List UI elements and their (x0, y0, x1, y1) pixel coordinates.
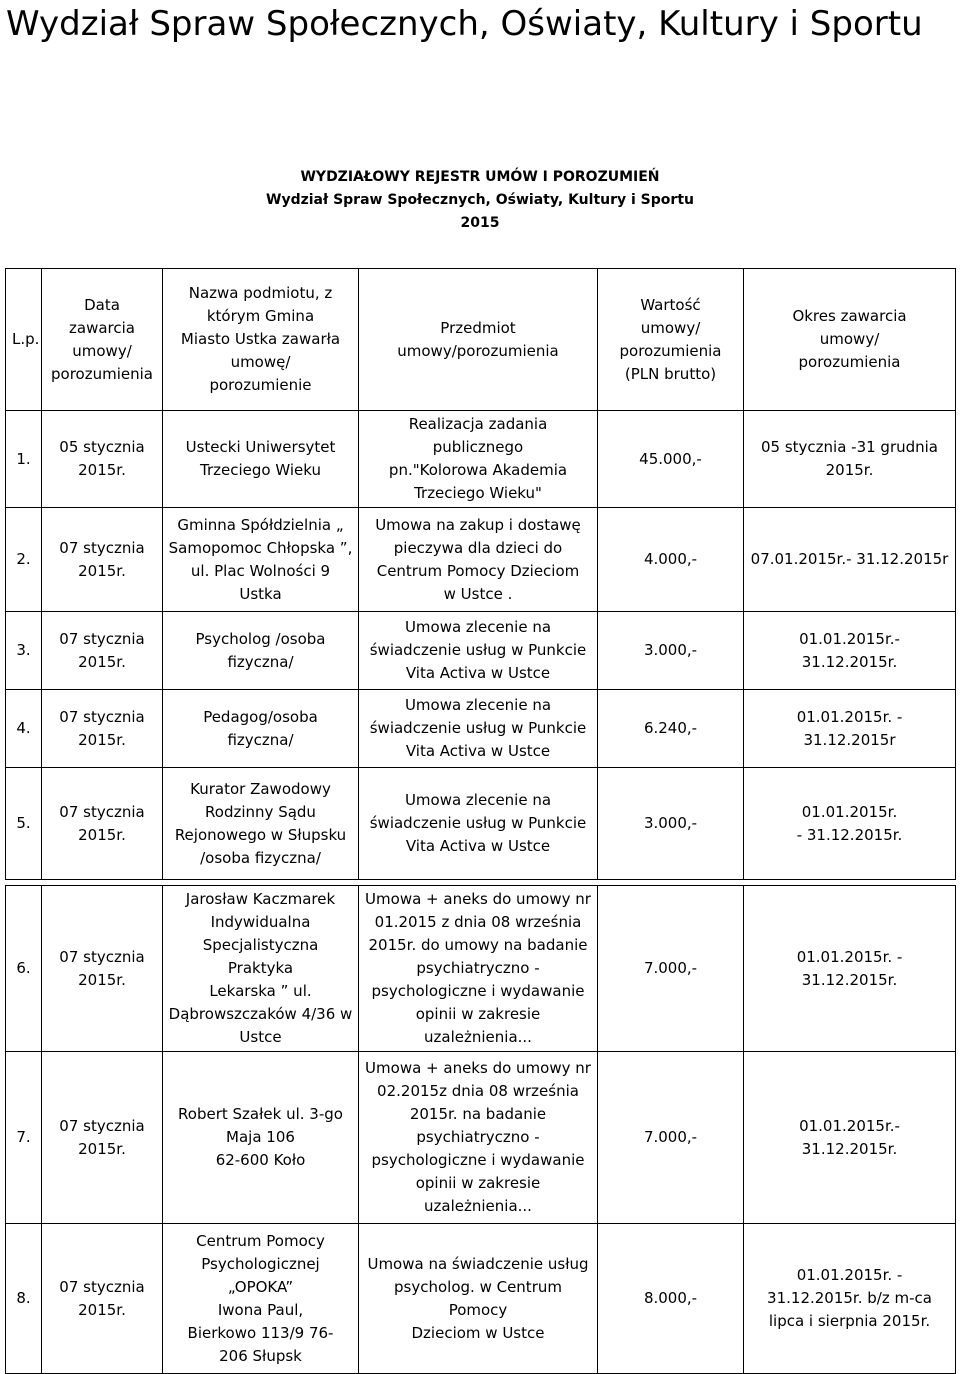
cell-value: 3.000,- (598, 612, 744, 690)
table-row (6, 1052, 956, 1224)
cell-subject: Umowa + aneks do umowy nr 02.2015z dnia 08 września 2015r. na badanie psychiatryczno - psychologiczne i wydawanie opinii w zakresie uzależnienia... (359, 1052, 598, 1224)
cell-date: 07 stycznia 2015r. (42, 612, 163, 690)
cell-entity: Ustecki Uniwersytet Trzeciego Wieku (163, 411, 359, 508)
cell-date: 07 stycznia 2015r. (42, 1052, 163, 1224)
register-title: WYDZIAŁOWY REJESTR UMÓW I POROZUMIEŃ (300, 169, 660, 185)
cell-lp: 1. (6, 411, 42, 508)
cell-period: 01.01.2015r.- 31.12.2015r. (744, 612, 956, 690)
cell-period: 01.01.2015r.- 31.12.2015r. (744, 1052, 956, 1224)
cell-entity: Centrum Pomocy Psychologicznej „OPOKA” Iwona Paul, Bierkowo 113/9 76- 206 Słupsk (163, 1224, 359, 1374)
cell-subject: Realizacja zadania publicznego pn."Kolorowa Akademia Trzeciego Wieku" (359, 411, 598, 508)
header-period: Okres zawarcia umowy/ porozumienia (744, 269, 956, 411)
header-lp: L.p. (6, 269, 42, 411)
register-header (0, 166, 960, 235)
cell-lp: 7. (6, 1052, 42, 1224)
cell-subject: Umowa zlecenie na świadczenie usług w Punkcie Vita Activa w Ustce (359, 612, 598, 690)
cell-subject: Umowa na zakup i dostawę pieczywa dla dzieci do Centrum Pomocy Dzieciom w Ustce . (359, 508, 598, 612)
cell-entity: Jarosław Kaczmarek Indywidualna Specjalistyczna Praktyka Lekarska ” ul. Dąbrowszczaków 4/36 w Ustce (163, 886, 359, 1052)
cell-value: 7.000,- (598, 886, 744, 1052)
header-date: Data zawarcia umowy/ porozumienia (42, 269, 163, 411)
cell-date: 07 stycznia 2015r. (42, 886, 163, 1052)
cell-value: 3.000,- (598, 768, 744, 880)
register-department: Wydział Spraw Społecznych, Oświaty, Kultury i Sportu (266, 192, 694, 208)
table-row (6, 886, 956, 1052)
cell-lp: 2. (6, 508, 42, 612)
cell-value: 4.000,- (598, 508, 744, 612)
cell-subject: Umowa zlecenie na świadczenie usług w Punkcie Vita Activa w Ustce (359, 690, 598, 768)
table-row (6, 508, 956, 612)
cell-subject: Umowa na świadczenie usług psycholog. w Centrum Pomocy Dzieciom w Ustce (359, 1224, 598, 1374)
cell-date: 07 stycznia 2015r. (42, 1224, 163, 1374)
page-title: Wydział Spraw Społecznych, Oświaty, Kultury i Sportu (6, 4, 923, 44)
cell-entity: Robert Szałek ul. 3-go Maja 106 62-600 Koło (163, 1052, 359, 1224)
cell-date: 07 stycznia 2015r. (42, 768, 163, 880)
cell-value: 45.000,- (598, 411, 744, 508)
cell-period: 01.01.2015r. - 31.12.2015r. b/z m-ca lipca i sierpnia 2015r. (744, 1224, 956, 1374)
cell-lp: 4. (6, 690, 42, 768)
cell-value: 6.240,- (598, 690, 744, 768)
cell-lp: 6. (6, 886, 42, 1052)
cell-date: 05 stycznia 2015r. (42, 411, 163, 508)
cell-lp: 3. (6, 612, 42, 690)
cell-period: 01.01.2015r. - 31.12.2015r (744, 690, 956, 768)
cell-entity: Psycholog /osoba fizyczna/ (163, 612, 359, 690)
header-entity: Nazwa podmiotu, z którym Gmina Miasto Ustka zawarła umowę/ porozumienie (163, 269, 359, 411)
cell-value: 8.000,- (598, 1224, 744, 1374)
cell-subject: Umowa + aneks do umowy nr 01.2015 z dnia 08 września 2015r. do umowy na badanie psychiatryczno - psychologiczne i wydawanie opinii w zakresie uzależnienia... (359, 886, 598, 1052)
cell-entity: Kurator Zawodowy Rodzinny Sądu Rejonowego w Słupsku /osoba fizyczna/ (163, 768, 359, 880)
cell-value: 7.000,- (598, 1052, 744, 1224)
register-table (5, 268, 956, 1374)
register-year: 2015 (460, 215, 500, 231)
cell-period: 01.01.2015r. - 31.12.2015r. (744, 768, 956, 880)
cell-date: 07 stycznia 2015r. (42, 690, 163, 768)
cell-entity: Pedagog/osoba fizyczna/ (163, 690, 359, 768)
table-row (6, 690, 956, 768)
cell-period: 05 stycznia -31 grudnia 2015r. (744, 411, 956, 508)
table-row (6, 411, 956, 508)
cell-subject: Umowa zlecenie na świadczenie usług w Punkcie Vita Activa w Ustce (359, 768, 598, 880)
header-value: Wartość umowy/ porozumienia (PLN brutto) (598, 269, 744, 411)
table-row (6, 612, 956, 690)
cell-lp: 5. (6, 768, 42, 880)
cell-entity: Gminna Spółdzielnia „ Samopomoc Chłopska ”, ul. Plac Wolności 9 Ustka (163, 508, 359, 612)
cell-period: 01.01.2015r. - 31.12.2015r. (744, 886, 956, 1052)
cell-period: 07.01.2015r.- 31.12.2015r (744, 508, 956, 612)
cell-lp: 8. (6, 1224, 42, 1374)
header-subject: Przedmiot umowy/porozumienia (359, 269, 598, 411)
table-row (6, 1224, 956, 1374)
table-header-row (6, 269, 956, 411)
table-row (6, 768, 956, 880)
cell-date: 07 stycznia 2015r. (42, 508, 163, 612)
